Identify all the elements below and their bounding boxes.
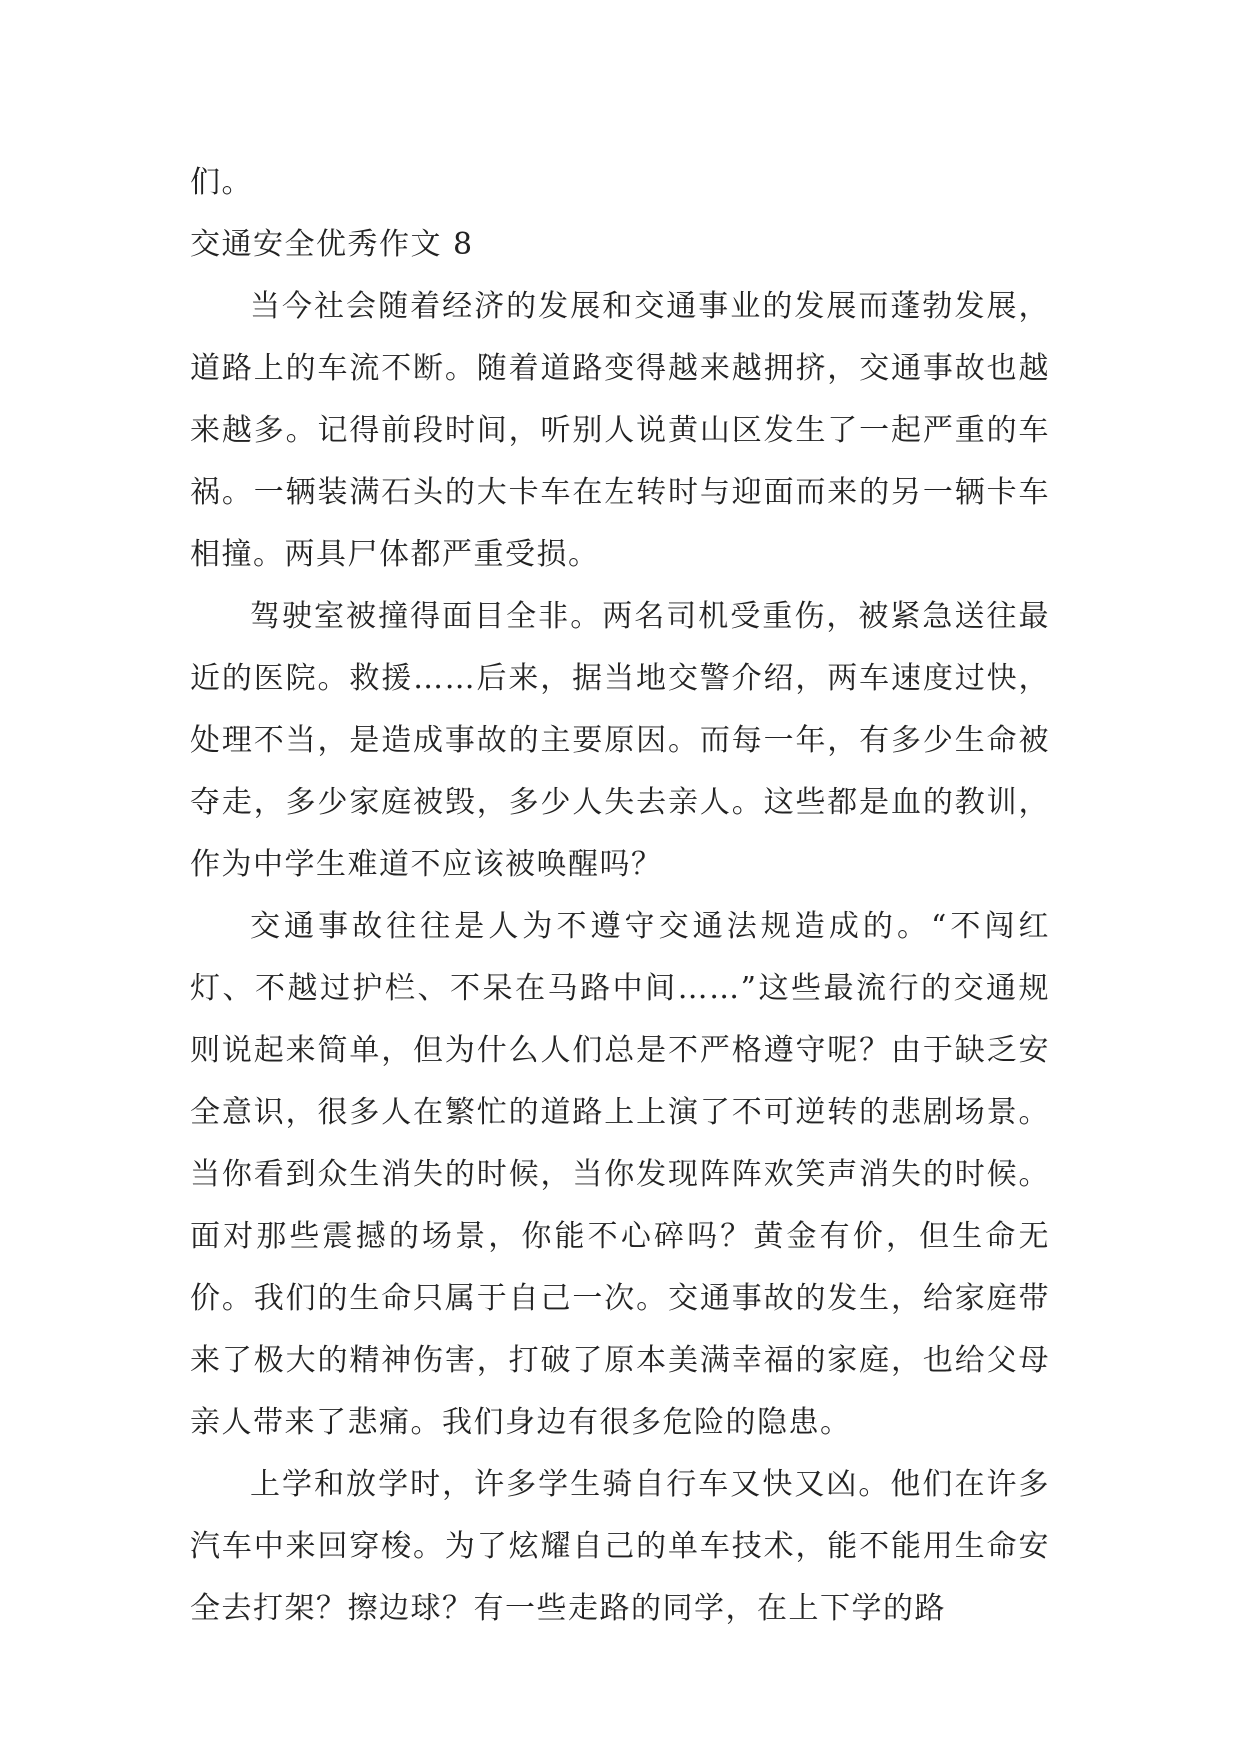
paragraph-1: 当今社会随着经济的发展和交通事业的发展而蓬勃发展，道路上的车流不断。随着道路变得越来越拥挤，交通事故也越来越多。记得前段时间，听别人说黄山区发生了一起严重的车祸。一辆装满石头的大卡车在左转时与迎面而来的另一辆卡车相撞。两具尸体都严重受损。 — [190, 289, 1050, 572]
paragraph-3: 交通事故往往是人为不遵守交通法规造成的。“不闯红灯、不越过护栏、不呆在马路中间……”这些最流行的交通规则说起来简单，但为什么人们总是不严格遵守呢？由于缺乏安全意识，很多人在繁忙的道路上上演了不可逆转的悲剧场景。当你看到众生消失的时候，当你发现阵阵欢笑声消失的时候。面对那些震撼的场景，你能不心碎吗？黄金有价，但生命无价。我们的生命只属于自己一次。交通事故的发生，给家庭带来了极大的精神伤害，打破了原本美满幸福的家庭，也给父母亲人带来了悲痛。我们身边有很多危险的隐患。 — [190, 909, 1050, 1440]
essay-title: 交通安全优秀作文 8 — [190, 227, 474, 262]
paragraph-4: 上学和放学时，许多学生骑自行车又快又凶。他们在许多汽车中来回穿梭。为了炫耀自己的单车技术，能不能用生命安全去打架？擦边球？有一些走路的同学，在上下学的路 — [190, 1467, 1050, 1626]
document-body — [190, 152, 1050, 1640]
paragraph-2: 驾驶室被撞得面目全非。两名司机受重伤，被紧急送往最近的医院。救援……后来，据当地交警介绍，两车速度过快，处理不当，是造成事故的主要原因。而每一年，有多少生命被夺走，多少家庭被毁，多少人失去亲人。这些都是血的教训，作为中学生难道不应该被唤醒吗？ — [190, 599, 1050, 882]
continuation-text: 们。 — [190, 165, 253, 200]
